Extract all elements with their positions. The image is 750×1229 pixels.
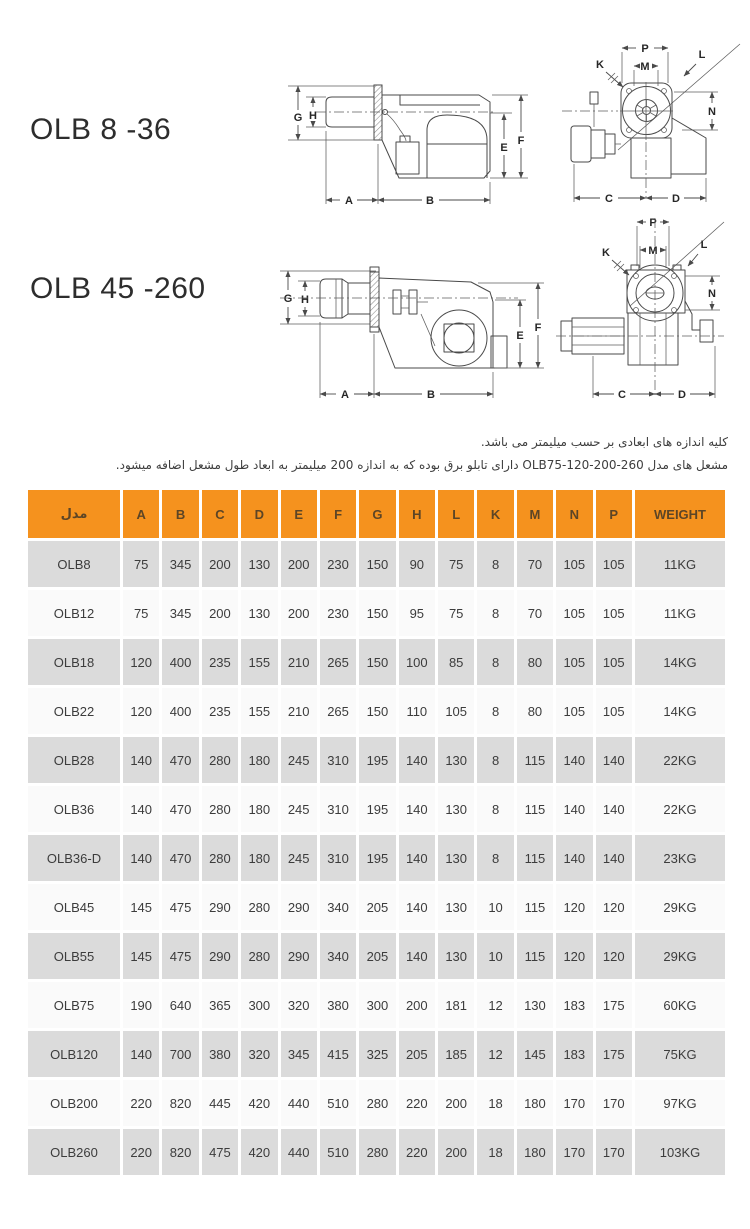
value-cell: 115 (517, 884, 553, 930)
weight-cell: 97KG (635, 1080, 725, 1126)
value-cell: 200 (281, 590, 317, 636)
table-row (28, 688, 725, 734)
dim-label-e: E (500, 142, 508, 154)
value-cell: 205 (359, 884, 395, 930)
value-cell: 105 (438, 688, 474, 734)
weight-cell: 11KG (635, 590, 725, 636)
value-cell: 8 (477, 590, 513, 636)
dim-label-n: N (708, 106, 716, 118)
value-cell: 105 (596, 688, 633, 734)
dim-label-b: B (426, 195, 434, 207)
column-header-dim: D (241, 490, 277, 538)
value-cell: 280 (202, 786, 238, 832)
value-cell: 155 (241, 688, 277, 734)
value-cell: 140 (123, 835, 159, 881)
weight-cell: 103KG (635, 1129, 725, 1175)
dimensions-table (25, 487, 728, 1178)
model-cell: OLB55 (28, 933, 120, 979)
dim-label-p2: P (649, 217, 657, 229)
column-header-dim: E (281, 490, 317, 538)
value-cell: 8 (477, 835, 513, 881)
value-cell: 140 (596, 737, 633, 783)
value-cell: 105 (556, 590, 592, 636)
value-cell: 12 (477, 982, 513, 1028)
value-cell: 170 (556, 1129, 592, 1175)
table-row (28, 835, 725, 881)
dim-label-f: F (517, 135, 525, 147)
value-cell: 230 (320, 541, 356, 587)
dim-label-f2: F (534, 322, 542, 334)
weight-cell: 22KG (635, 737, 725, 783)
value-cell: 145 (123, 884, 159, 930)
column-header-dim: P (596, 490, 633, 538)
value-cell: 80 (517, 639, 553, 685)
value-cell: 12 (477, 1031, 513, 1077)
value-cell: 115 (517, 835, 553, 881)
dim-label-m: M (640, 61, 650, 73)
model-range-title-olb-45-260: OLB 45 -260 (30, 272, 206, 305)
value-cell: 475 (202, 1129, 238, 1175)
value-cell: 320 (241, 1031, 277, 1077)
value-cell: 310 (320, 786, 356, 832)
value-cell: 105 (596, 541, 633, 587)
weight-cell: 14KG (635, 688, 725, 734)
weight-cell: 11KG (635, 541, 725, 587)
value-cell: 265 (320, 639, 356, 685)
value-cell: 115 (517, 737, 553, 783)
dim-label-c: C (605, 193, 613, 205)
column-header-dim: C (202, 490, 238, 538)
value-cell: 95 (399, 590, 435, 636)
value-cell: 195 (359, 786, 395, 832)
value-cell: 130 (438, 835, 474, 881)
value-cell: 820 (162, 1129, 198, 1175)
value-cell: 440 (281, 1080, 317, 1126)
weight-cell: 60KG (635, 982, 725, 1028)
value-cell: 75 (123, 590, 159, 636)
value-cell: 280 (241, 884, 277, 930)
value-cell: 235 (202, 688, 238, 734)
model-cell: OLB260 (28, 1129, 120, 1175)
value-cell: 105 (556, 639, 592, 685)
value-cell: 185 (438, 1031, 474, 1077)
table-row (28, 1129, 725, 1175)
value-cell: 100 (399, 639, 435, 685)
value-cell: 75 (123, 541, 159, 587)
value-cell: 170 (596, 1080, 633, 1126)
value-cell: 8 (477, 688, 513, 734)
dim-label-a2: A (341, 389, 349, 401)
value-cell: 220 (399, 1080, 435, 1126)
model-cell: OLB22 (28, 688, 120, 734)
hub-spokes (637, 100, 656, 122)
value-cell: 75 (438, 541, 474, 587)
value-cell: 105 (556, 541, 592, 587)
value-cell: 180 (241, 835, 277, 881)
value-cell: 120 (123, 639, 159, 685)
dim-label-l2: L (700, 239, 708, 251)
weight-cell: 14KG (635, 639, 725, 685)
column-header-dim: K (477, 490, 513, 538)
table-row (28, 884, 725, 930)
value-cell: 340 (320, 933, 356, 979)
value-cell: 140 (399, 786, 435, 832)
value-cell: 120 (596, 884, 633, 930)
value-cell: 105 (596, 639, 633, 685)
value-cell: 70 (517, 590, 553, 636)
column-header-weight: WEIGHT (635, 490, 725, 538)
value-cell: 280 (202, 835, 238, 881)
value-cell: 140 (123, 786, 159, 832)
dim-label-c2: C (618, 389, 626, 401)
value-cell: 190 (123, 982, 159, 1028)
value-cell: 440 (281, 1129, 317, 1175)
value-cell: 345 (162, 541, 198, 587)
model-range-title-olb-8-36: OLB 8 -36 (30, 113, 172, 146)
value-cell: 195 (359, 835, 395, 881)
diagram-olb8-36-side-view (282, 38, 544, 220)
value-cell: 320 (281, 982, 317, 1028)
table-header-row (28, 490, 725, 538)
column-header-dim: M (517, 490, 553, 538)
table-row (28, 1031, 725, 1077)
value-cell: 205 (359, 933, 395, 979)
value-cell: 180 (517, 1129, 553, 1175)
diagram-olb8-36-front-view (556, 30, 748, 216)
value-cell: 220 (123, 1080, 159, 1126)
value-cell: 120 (596, 933, 633, 979)
value-cell: 420 (241, 1129, 277, 1175)
value-cell: 280 (359, 1080, 395, 1126)
value-cell: 200 (438, 1129, 474, 1175)
value-cell: 290 (202, 884, 238, 930)
value-cell: 280 (202, 737, 238, 783)
dim-label-h: H (309, 110, 317, 122)
column-header-dim: A (123, 490, 159, 538)
value-cell: 640 (162, 982, 198, 1028)
weight-cell: 23KG (635, 835, 725, 881)
column-header-dim: N (556, 490, 592, 538)
value-cell: 475 (162, 933, 198, 979)
model-cell: OLB12 (28, 590, 120, 636)
value-cell: 130 (438, 737, 474, 783)
value-cell: 140 (399, 933, 435, 979)
dim-label-k2: K (602, 247, 610, 259)
column-header-dim: H (399, 490, 435, 538)
value-cell: 510 (320, 1129, 356, 1175)
value-cell: 170 (556, 1080, 592, 1126)
value-cell: 8 (477, 541, 513, 587)
value-cell: 290 (281, 884, 317, 930)
value-cell: 10 (477, 933, 513, 979)
value-cell: 140 (596, 786, 633, 832)
weight-cell: 75KG (635, 1031, 725, 1077)
value-cell: 445 (202, 1080, 238, 1126)
model-cell: OLB75 (28, 982, 120, 1028)
value-cell: 150 (359, 639, 395, 685)
value-cell: 415 (320, 1031, 356, 1077)
model-cell: OLB120 (28, 1031, 120, 1077)
value-cell: 85 (438, 639, 474, 685)
value-cell: 365 (202, 982, 238, 1028)
value-cell: 70 (517, 541, 553, 587)
value-cell: 380 (320, 982, 356, 1028)
value-cell: 180 (241, 737, 277, 783)
value-cell: 470 (162, 737, 198, 783)
dim-label-k: K (596, 59, 604, 71)
value-cell: 140 (596, 835, 633, 881)
weight-cell: 29KG (635, 884, 725, 930)
value-cell: 140 (556, 786, 592, 832)
dim-label-d: D (672, 193, 680, 205)
value-cell: 130 (241, 541, 277, 587)
value-cell: 230 (320, 590, 356, 636)
diagram-olb45-260-front-view (552, 206, 750, 404)
value-cell: 170 (596, 1129, 633, 1175)
weight-cell: 29KG (635, 933, 725, 979)
value-cell: 475 (162, 884, 198, 930)
column-header-dim: L (438, 490, 474, 538)
value-cell: 140 (399, 884, 435, 930)
model-cell: OLB200 (28, 1080, 120, 1126)
value-cell: 345 (162, 590, 198, 636)
table-row (28, 737, 725, 783)
value-cell: 115 (517, 933, 553, 979)
column-header-model: مدل (28, 490, 120, 538)
model-cell: OLB45 (28, 884, 120, 930)
value-cell: 200 (281, 541, 317, 587)
value-cell: 300 (359, 982, 395, 1028)
value-cell: 18 (477, 1080, 513, 1126)
value-cell: 340 (320, 884, 356, 930)
value-cell: 140 (123, 737, 159, 783)
value-cell: 325 (359, 1031, 395, 1077)
value-cell: 130 (438, 884, 474, 930)
value-cell: 150 (359, 590, 395, 636)
dim-label-l: L (698, 49, 706, 61)
column-header-dim: F (320, 490, 356, 538)
dim-label-m2: M (648, 245, 658, 257)
notes-block (22, 431, 728, 477)
value-cell: 280 (241, 933, 277, 979)
value-cell: 820 (162, 1080, 198, 1126)
value-cell: 183 (556, 1031, 592, 1077)
table-body (28, 541, 725, 1175)
value-cell: 700 (162, 1031, 198, 1077)
value-cell: 310 (320, 835, 356, 881)
value-cell: 105 (596, 590, 633, 636)
value-cell: 200 (438, 1080, 474, 1126)
table-row (28, 933, 725, 979)
model-cell: OLB18 (28, 639, 120, 685)
value-cell: 140 (399, 737, 435, 783)
model-cell: OLB36-D (28, 835, 120, 881)
dim-label-g: G (293, 112, 303, 124)
value-cell: 115 (517, 786, 553, 832)
value-cell: 145 (517, 1031, 553, 1077)
value-cell: 470 (162, 786, 198, 832)
value-cell: 130 (241, 590, 277, 636)
value-cell: 345 (281, 1031, 317, 1077)
value-cell: 18 (477, 1129, 513, 1175)
value-cell: 180 (241, 786, 277, 832)
value-cell: 400 (162, 639, 198, 685)
value-cell: 120 (556, 884, 592, 930)
value-cell: 220 (123, 1129, 159, 1175)
value-cell: 290 (202, 933, 238, 979)
value-cell: 130 (517, 982, 553, 1028)
table-row (28, 639, 725, 685)
dim-label-d2: D (678, 389, 686, 401)
dim-label-h2: H (301, 294, 309, 306)
value-cell: 8 (477, 639, 513, 685)
value-cell: 120 (123, 688, 159, 734)
value-cell: 420 (241, 1080, 277, 1126)
dim-label-e2: E (516, 330, 524, 342)
value-cell: 200 (399, 982, 435, 1028)
value-cell: 120 (556, 933, 592, 979)
value-cell: 110 (399, 688, 435, 734)
value-cell: 220 (399, 1129, 435, 1175)
value-cell: 150 (359, 541, 395, 587)
value-cell: 183 (556, 982, 592, 1028)
model-cell: OLB28 (28, 737, 120, 783)
value-cell: 8 (477, 737, 513, 783)
note-line-1: کلیه اندازه های ابعادی بر حسب میلیمتر می باشد. (480, 435, 728, 449)
dim-label-g2: G (283, 293, 293, 305)
model-cell: OLB36 (28, 786, 120, 832)
value-cell: 175 (596, 1031, 633, 1077)
value-cell: 210 (281, 688, 317, 734)
value-cell: 245 (281, 835, 317, 881)
value-cell: 400 (162, 688, 198, 734)
value-cell: 510 (320, 1080, 356, 1126)
value-cell: 200 (202, 590, 238, 636)
value-cell: 300 (241, 982, 277, 1028)
value-cell: 105 (556, 688, 592, 734)
value-cell: 210 (281, 639, 317, 685)
column-header-dim: B (162, 490, 198, 538)
table-row (28, 590, 725, 636)
table-row (28, 786, 725, 832)
value-cell: 470 (162, 835, 198, 881)
value-cell: 130 (438, 786, 474, 832)
weight-cell: 22KG (635, 786, 725, 832)
table-row (28, 541, 725, 587)
value-cell: 140 (556, 737, 592, 783)
value-cell: 140 (399, 835, 435, 881)
dim-label-p: P (641, 43, 649, 55)
table-row (28, 982, 725, 1028)
value-cell: 130 (438, 933, 474, 979)
table-head (28, 490, 725, 538)
value-cell: 140 (123, 1031, 159, 1077)
value-cell: 310 (320, 737, 356, 783)
value-cell: 195 (359, 737, 395, 783)
value-cell: 175 (596, 982, 633, 1028)
column-header-dim: G (359, 490, 395, 538)
dim-label-b2: B (427, 389, 435, 401)
value-cell: 235 (202, 639, 238, 685)
value-cell: 90 (399, 541, 435, 587)
value-cell: 10 (477, 884, 513, 930)
value-cell: 80 (517, 688, 553, 734)
diagram-olb45-260-side-view (278, 250, 548, 412)
table-row (28, 1080, 725, 1126)
value-cell: 8 (477, 786, 513, 832)
value-cell: 140 (556, 835, 592, 881)
value-cell: 75 (438, 590, 474, 636)
model-cell: OLB8 (28, 541, 120, 587)
dim-label-n2: N (708, 288, 716, 300)
value-cell: 380 (202, 1031, 238, 1077)
dim-label-a: A (345, 195, 353, 207)
value-cell: 155 (241, 639, 277, 685)
note-line-2: مشعل های مدل OLB75-120-200-260 دارای تابلو برق بوده که به اندازه 200 میلیمتر به ابعاد طول مشعل اضافه میشود. (115, 458, 728, 472)
value-cell: 280 (359, 1129, 395, 1175)
value-cell: 200 (202, 541, 238, 587)
value-cell: 265 (320, 688, 356, 734)
value-cell: 181 (438, 982, 474, 1028)
value-cell: 205 (399, 1031, 435, 1077)
value-cell: 150 (359, 688, 395, 734)
value-cell: 145 (123, 933, 159, 979)
value-cell: 180 (517, 1080, 553, 1126)
value-cell: 245 (281, 786, 317, 832)
value-cell: 245 (281, 737, 317, 783)
value-cell: 290 (281, 933, 317, 979)
